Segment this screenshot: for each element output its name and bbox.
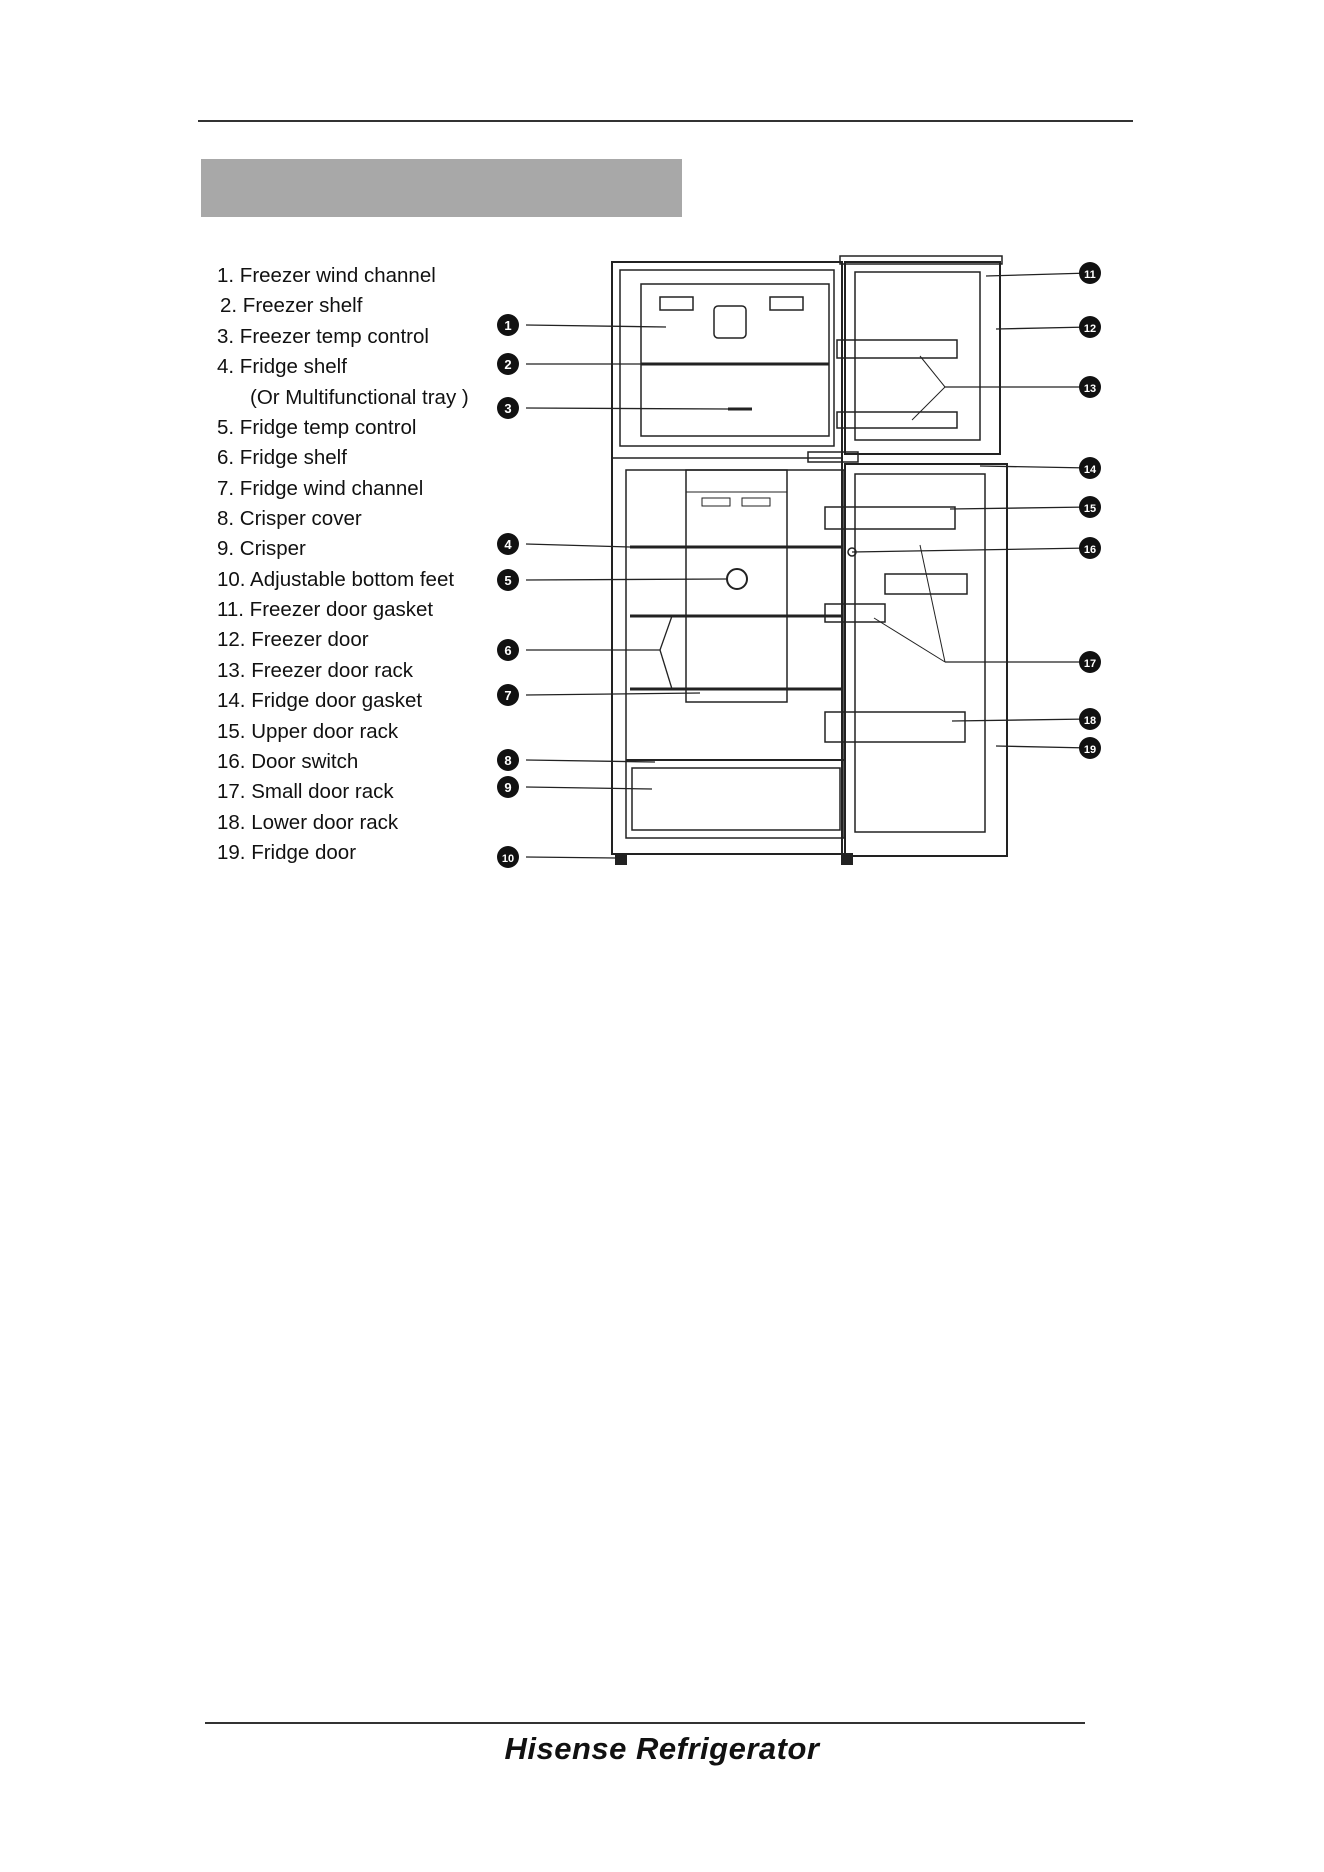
svg-text:12: 12: [1083, 323, 1097, 335]
list-item: 2. Freezer shelf: [220, 294, 363, 317]
callout-12: [1079, 316, 1101, 338]
list-item: 19. Fridge door: [217, 841, 357, 864]
list-item: 9. Crisper: [217, 537, 306, 560]
svg-text:10: 10: [501, 853, 515, 865]
freezer-compartment: [641, 284, 829, 436]
list-item: 18. Lower door rack: [217, 811, 399, 834]
svg-text:4: 4: [504, 537, 512, 552]
header-rule: [198, 120, 1133, 122]
fridge-wind-channel: [686, 470, 787, 702]
list-item: 5. Fridge temp control: [217, 416, 417, 439]
callout-5: [497, 569, 519, 591]
callout-11: [1079, 262, 1101, 284]
callout-1: [497, 314, 519, 336]
callout-10: [497, 846, 519, 868]
svg-text:17: 17: [1083, 658, 1097, 670]
refrigerator-diagram: [490, 250, 1120, 880]
list-item: 14. Fridge door gasket: [217, 689, 423, 712]
svg-text:11: 11: [1084, 269, 1096, 281]
fridge-door: [845, 464, 1007, 856]
callout-9: [497, 776, 519, 798]
callout-14: [1079, 457, 1101, 479]
callout-13: [1079, 376, 1101, 398]
svg-text:15: 15: [1083, 503, 1097, 515]
svg-text:13: 13: [1083, 383, 1097, 395]
list-item: 1. Freezer wind channel: [217, 264, 436, 287]
fridge-compartment: [626, 470, 844, 838]
svg-text:5: 5: [504, 573, 512, 588]
callout-7: [497, 684, 519, 706]
list-item: 8. Crisper cover: [217, 507, 362, 530]
svg-text:14: 14: [1083, 464, 1097, 476]
fridge-temp-control: [727, 569, 747, 589]
list-item: (Or Multifunctional tray ): [250, 386, 469, 409]
callout-17: [1079, 651, 1101, 673]
svg-text:18: 18: [1083, 715, 1097, 727]
list-item: 10. Adjustable bottom feet: [217, 568, 455, 591]
list-item: 17. Small door rack: [217, 780, 394, 803]
crisper: [632, 768, 840, 830]
footer-rule: [205, 1722, 1085, 1724]
cabinet-outline: [612, 262, 842, 854]
svg-text:19: 19: [1083, 744, 1097, 756]
callout-19: [1079, 737, 1101, 759]
svg-text:7: 7: [504, 688, 512, 703]
svg-text:8: 8: [504, 753, 512, 768]
small-door-rack: [885, 574, 967, 594]
list-item: 7. Fridge wind channel: [217, 477, 424, 500]
list-item: 15. Upper door rack: [217, 720, 399, 743]
callout-8: [497, 749, 519, 771]
callout-3: [497, 397, 519, 419]
callout-4: [497, 533, 519, 555]
list-item: 3. Freezer temp control: [217, 325, 429, 348]
callout-16: [1079, 537, 1101, 559]
list-item: 16. Door switch: [217, 750, 359, 773]
list-item: 11. Freezer door gasket: [217, 598, 434, 621]
list-item: 6. Fridge shelf: [217, 446, 347, 469]
list-item: 12. Freezer door: [217, 628, 369, 651]
list-item: 13. Freezer door rack: [217, 659, 413, 682]
callout-15: [1079, 496, 1101, 518]
callout-18: [1079, 708, 1101, 730]
callout-6: [497, 639, 519, 661]
svg-text:1: 1: [504, 318, 512, 333]
list-item: 4. Fridge shelf: [217, 355, 347, 378]
svg-text:16: 16: [1083, 544, 1097, 556]
svg-text:9: 9: [504, 780, 512, 795]
svg-text:6: 6: [504, 643, 512, 658]
svg-text:3: 3: [504, 401, 512, 416]
brand-footer: Hisense Refrigerator: [504, 1731, 820, 1766]
svg-text:2: 2: [504, 357, 512, 372]
section-title-band: [201, 159, 682, 217]
callout-2: [497, 353, 519, 375]
